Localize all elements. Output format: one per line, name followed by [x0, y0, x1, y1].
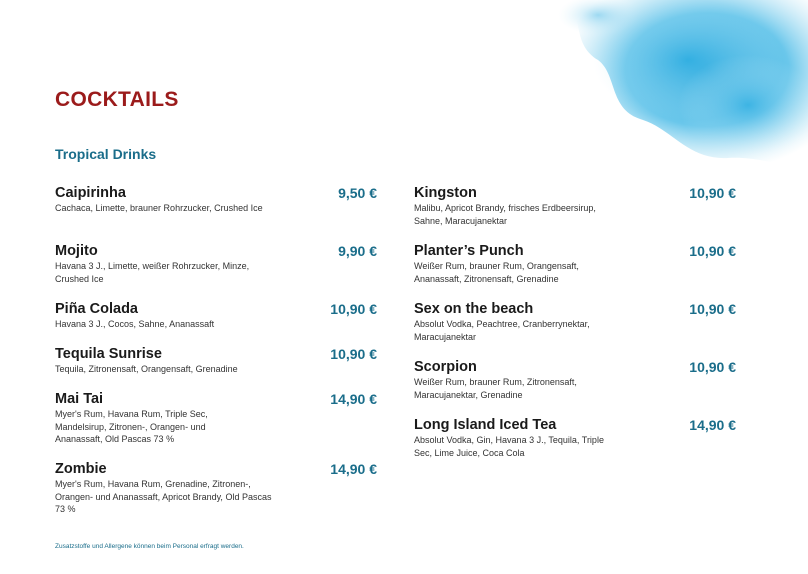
item-name: Long Island Iced Tea [414, 417, 557, 433]
item-description: Weißer Rum, brauner Rum, Orangensaft, Ananassaft, Zitronensaft, Grenadine [414, 261, 579, 284]
item-description: Myer's Rum, Havana Rum, Grenadine, Zitronen-, Orangen- und Ananassaft, Apricot Brandy, Old Pascas 73 % [55, 479, 272, 514]
item-price: 14,90 € [330, 391, 377, 407]
menu-item-caipirinha [55, 184, 377, 215]
item-description: Cachaca, Limette, brauner Rohrzucker, Crushed Ice [55, 203, 263, 213]
menu-item-long-island-iced-tea [414, 416, 736, 459]
item-name: Scorpion [414, 359, 477, 375]
item-description: Tequila, Zitronensaft, Orangensaft, Grenadine [55, 364, 238, 374]
item-price: 10,90 € [689, 301, 736, 317]
item-price: 10,90 € [689, 359, 736, 375]
item-name: Planter’s Punch [414, 243, 524, 259]
page-title: COCKTAILS [55, 88, 179, 111]
item-name: Tequila Sunrise [55, 346, 162, 362]
item-name: Sex on the beach [414, 301, 534, 317]
item-description: Malibu, Apricot Brandy, frisches Erdbeersirup, Sahne, Maracujanektar [414, 203, 596, 226]
item-price: 14,90 € [689, 417, 736, 433]
menu-item-sex-on-the-beach [414, 300, 736, 343]
menu-item-mai-tai [55, 390, 377, 446]
item-price: 10,90 € [689, 243, 736, 259]
item-description: Havana 3 J., Cocos, Sahne, Ananassaft [55, 319, 215, 329]
item-description: Myer's Rum, Havana Rum, Triple Sec, Mandelsirup, Zitronen-, Orangen- und Ananassaft, Old Pascas 73 % [55, 409, 208, 444]
item-name: Piña Colada [55, 301, 138, 317]
watercolor-decoration [538, 0, 808, 170]
item-price: 10,90 € [330, 301, 377, 317]
allergen-footnote: Zusatzstoffe und Allergene können beim Personal erfragt werden. [55, 543, 244, 550]
item-price: 10,90 € [689, 185, 736, 201]
item-name: Zombie [55, 461, 107, 477]
menu-item-pina-colada [55, 300, 377, 331]
menu-item-mojito [55, 242, 377, 285]
item-price: 10,90 € [330, 346, 377, 362]
menu-item-zombie [55, 460, 377, 516]
item-price: 14,90 € [330, 461, 377, 477]
menu-item-kingston [414, 184, 736, 227]
item-name: Mojito [55, 243, 98, 259]
item-description: Weißer Rum, brauner Rum, Zitronensaft, Maracujanektar, Grenadine [414, 377, 577, 400]
menu-item-planters-punch [414, 242, 736, 285]
item-name: Kingston [414, 185, 477, 201]
item-description: Absolut Vodka, Gin, Havana 3 J., Tequila, Triple Sec, Lime Juice, Coca Cola [414, 435, 604, 458]
item-name: Caipirinha [55, 185, 126, 201]
item-name: Mai Tai [55, 391, 104, 407]
section-title: Tropical Drinks [55, 146, 157, 162]
menu-item-scorpion [414, 358, 736, 401]
item-description: Havana 3 J., Limette, weißer Rohrzucker, Minze, Crushed Ice [55, 261, 250, 284]
item-price: 9,50 € [338, 185, 377, 201]
menu-item-tequila-sunrise [55, 345, 377, 376]
item-description: Absolut Vodka, Peachtree, Cranberrynektar, Maracujanektar [414, 319, 590, 342]
item-price: 9,90 € [338, 243, 377, 259]
